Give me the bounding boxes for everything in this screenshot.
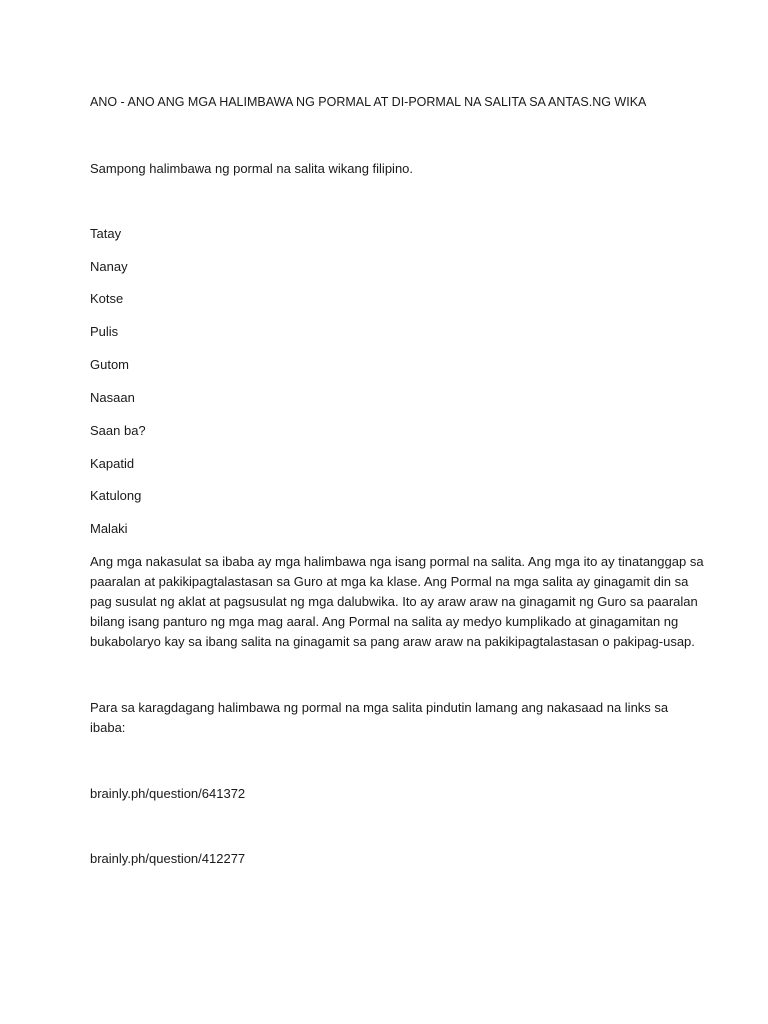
word-item: Pulis [90, 324, 119, 339]
document-title: ANO - ANO ANG MGA HALIMBAWA NG PORMAL AT DI-PORMAL NA SALITA SA ANTAS.NG WIKA [90, 95, 647, 109]
paragraph-line: ibaba: [90, 720, 126, 735]
intro-sentence: Sampong halimbawa ng pormal na salita wikang filipino. [90, 161, 414, 176]
links-intro-paragraph [90, 698, 690, 738]
word-item: Kotse [90, 291, 124, 306]
word-item: Katulong [90, 488, 142, 503]
word-item: Gutom [90, 357, 130, 372]
word-item: Malaki [90, 521, 128, 536]
paragraph-line: bukabolaryo kay sa ibang salita na ginagamit sa pang araw araw na pakikipagtalastasan o pakipag-usap. [90, 634, 695, 649]
word-item: Nasaan [90, 390, 135, 405]
paragraph-line: Ang mga nakasulat sa ibaba ay mga halimbawa nga isang pormal na salita. Ang mga ito ay tinatanggap sa [90, 554, 704, 569]
paragraph-line: pag susulat ng aklat at pagsusulat ng mga dalubwika. Ito ay araw araw na ginagamit ng Guro sa paaralan [90, 594, 698, 609]
paragraph-line: Para sa karagdagang halimbawa ng pormal na mga salita pindutin lamang ang nakasaad na links sa [90, 700, 669, 715]
reference-link[interactable]: brainly.ph/question/641372 [90, 786, 246, 801]
word-item: Tatay [90, 226, 122, 241]
word-item: Nanay [90, 259, 128, 274]
word-item: Saan ba? [90, 423, 146, 438]
explanation-paragraph [90, 552, 704, 652]
word-item: Kapatid [90, 456, 135, 471]
paragraph-line: paaralan at pakikipagtalastasan sa Guro at mga ka klase. Ang Pormal na mga salita ay ginagamit din sa [90, 574, 689, 589]
reference-link[interactable]: brainly.ph/question/412277 [90, 851, 246, 866]
paragraph-line: bilang isang panturo ng mga mag aaral. Ang Pormal na salita ay medyo kumplikado at ginagamitan ng [90, 614, 679, 629]
